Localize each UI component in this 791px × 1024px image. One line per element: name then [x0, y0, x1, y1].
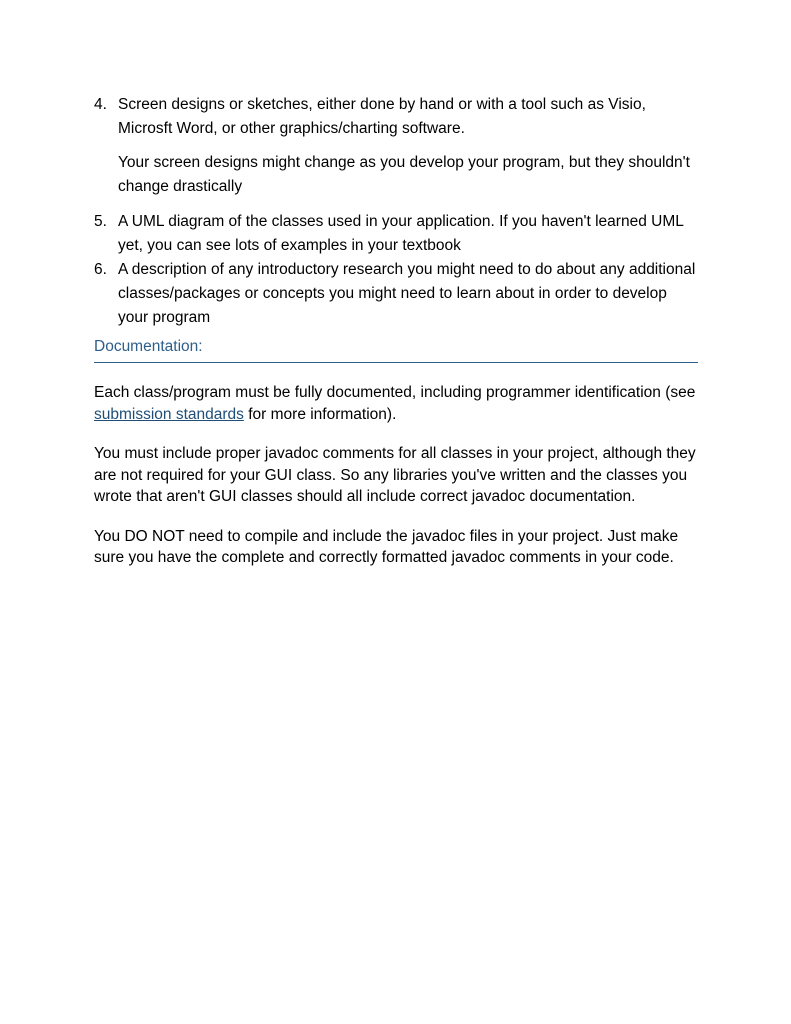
documentation-paragraph-3: You DO NOT need to compile and include the javadoc files in your project. Just make sure you have the complete and correctly formatted javadoc comments in your code. — [94, 527, 679, 566]
documentation-paragraph-1 — [94, 382, 700, 425]
document-content — [94, 93, 700, 569]
list-item-5 — [94, 210, 700, 258]
list-item-text: Screen designs or sketches, either done by hand or with a tool such as Visio, Microsft Word, or other graphics/charting software. — [118, 96, 646, 137]
section-heading-documentation: Documentation: — [94, 338, 698, 363]
paragraph-text: for more information). — [243, 405, 397, 423]
list-item-6 — [94, 258, 700, 330]
list-item-text: A description of any introductory research you might need to do about any additional classes/packages or concepts you might need to learn about in order to develop your program — [118, 261, 696, 326]
submission-standards-link[interactable]: submission standards — [94, 405, 244, 423]
paragraph-text: Each class/program must be fully documented, including programmer identification (see — [94, 384, 696, 401]
list-number: 6. — [94, 261, 107, 278]
list-number: 4. — [94, 96, 107, 113]
list-item-subtext: Your screen designs might change as you develop your program, but they shouldn't change drastically — [118, 154, 690, 195]
list-number: 5. — [94, 213, 107, 230]
documentation-paragraph-2: You must include proper javadoc comments for all classes in your project, although they are not required for your GUI class. So any libraries you've written and the classes you wrote that aren't GUI classes should all include correct javadoc documentation. — [94, 445, 696, 505]
list-item-text: A UML diagram of the classes used in your application. If you haven't learned UML yet, you can see lots of examples in your textbook — [118, 213, 684, 254]
list-item-4 — [94, 93, 700, 199]
